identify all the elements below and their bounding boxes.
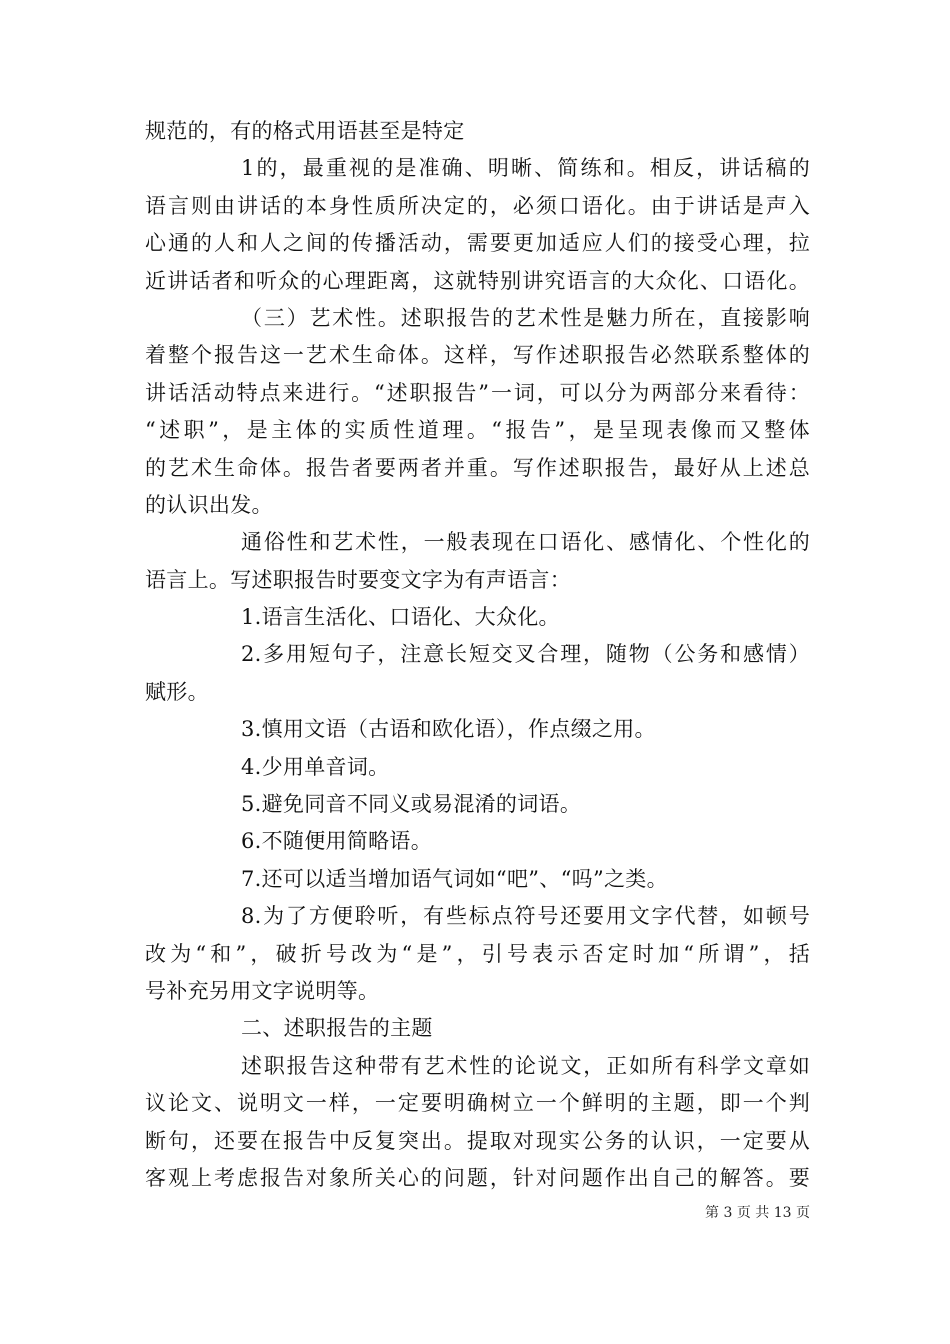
text-line: 心通的人和人之间的传播活动，需要更加适应人们的接受心理，拉 — [145, 231, 810, 256]
text-line: 通俗性和艺术性，一般表现在口语化、感情化、个性化的 — [241, 530, 810, 555]
text-line: 二、述职报告的主题 — [241, 1016, 433, 1041]
text-line: 1的，最重视的是准确、明晰、简练和。相反，讲话稿的 — [241, 156, 810, 181]
text-line: 赋形。 — [145, 679, 209, 704]
text-line: 4.少用单音词。 — [241, 754, 390, 779]
text-line: 断句，还要在报告中反复突出。提取对现实公务的认识，一定要从 — [145, 1128, 810, 1153]
text-line: 述职报告这种带有艺术性的论说文，正如所有科学文章如 — [241, 1053, 810, 1078]
text-line: 2.多用短句子，注意长短交叉合理，随物（公务和感情） — [241, 642, 810, 667]
text-line: “述职”，是主体的实质性道理。“报告”，是呈现表像而又整体 — [145, 418, 810, 443]
page-footer: 第 3 页 共 13 页 — [705, 1205, 810, 1221]
text-line: 语言则由讲话的本身性质所决定的，必须口语化。由于讲话是声入 — [145, 193, 810, 218]
text-line: 5.避免同音不同义或易混淆的词语。 — [241, 792, 582, 817]
text-line: 3.慎用文语（古语和欧化语），作点缀之用。 — [241, 717, 656, 742]
text-line: 规范的，有的格式用语甚至是特定 — [145, 119, 465, 143]
text-line: 讲话活动特点来进行。“述职报告”一词，可以分为两部分来看待： — [145, 380, 810, 405]
text-line: 1.语言生活化、口语化、大众化。 — [241, 605, 560, 630]
text-line: 改为“和”，破折号改为“是”，引号表示否定时加“所谓”，括 — [145, 941, 810, 966]
text-line: 近讲话者和听众的心理距离，这就特别讲究语言的大众化、口语化。 — [145, 268, 810, 293]
text-line: 8.为了方便聆听，有些标点符号还要用文字代替，如顿号 — [241, 904, 810, 929]
text-line: 6.不随便用简略语。 — [241, 829, 433, 854]
text-line: 议论文、说明文一样，一定要明确树立一个鲜明的主题，即一个判 — [145, 1091, 810, 1116]
text-line: 客观上考虑报告对象所关心的问题，针对问题作出自己的解答。要 — [145, 1165, 810, 1190]
text-line: 语言上。写述职报告时要变文字为有声语言： — [145, 567, 571, 592]
text-line: 的艺术生命体。报告者要两者并重。写作述职报告，最好从上述总 — [145, 455, 810, 480]
text-line: 7.还可以适当增加语气词如“吧”、“吗”之类。 — [241, 866, 668, 891]
text-line: 号补充另用文字说明等。 — [145, 978, 380, 1003]
text-line: （三）艺术性。述职报告的艺术性是魅力所在，直接影响 — [241, 305, 810, 330]
text-line: 的认识出发。 — [145, 492, 273, 517]
text-line: 着整个报告这一艺术生命体。这样，写作述职报告必然联系整体的 — [145, 343, 810, 368]
body-text — [145, 113, 810, 1197]
